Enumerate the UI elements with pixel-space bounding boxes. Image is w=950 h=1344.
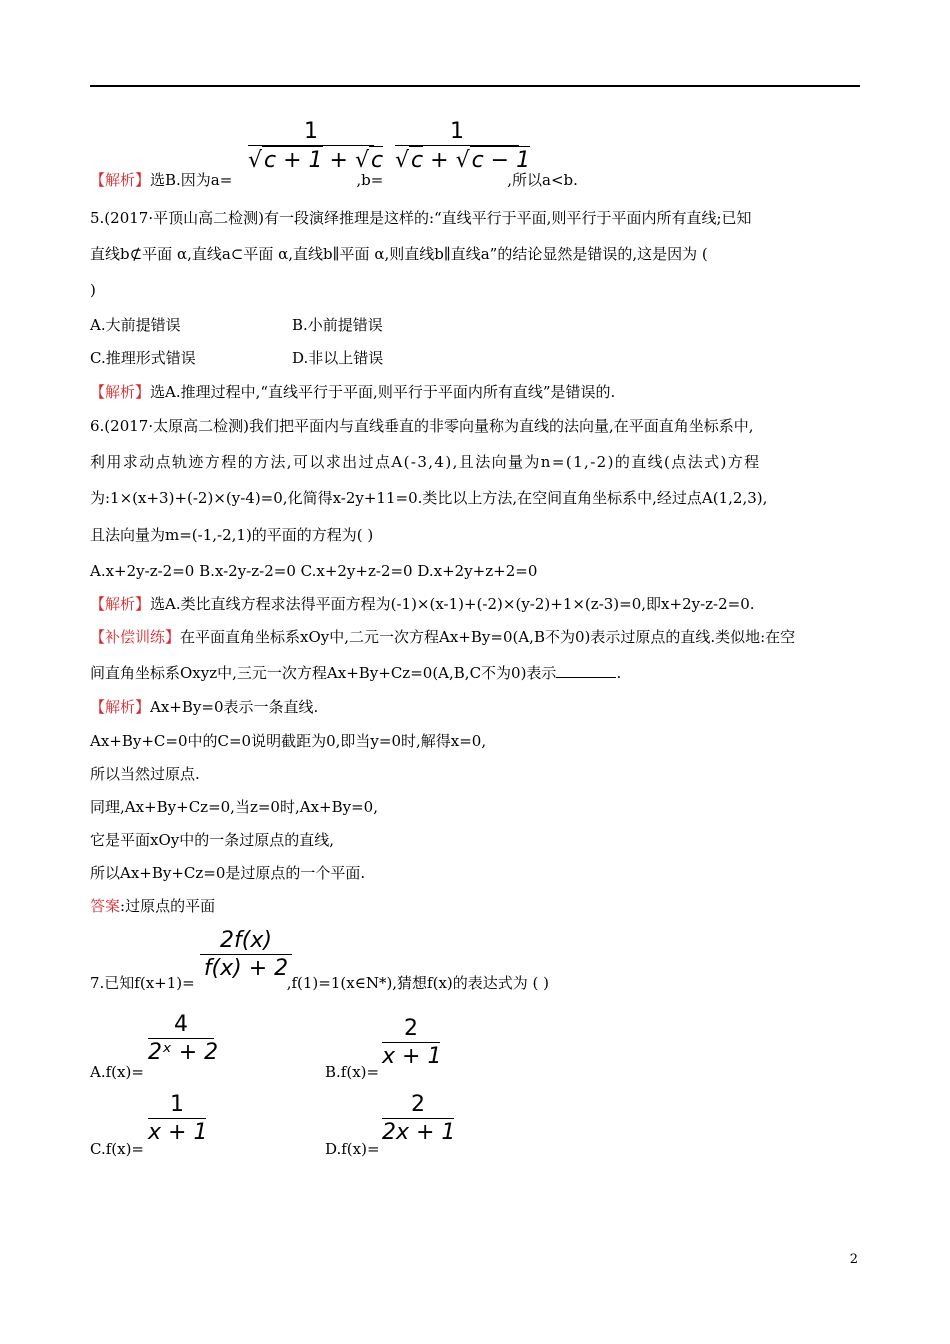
buchang-line2: 间直角坐标系Oxyz中,三元一次方程Ax+By+Cz=0(A,B,C不为0)表示 . [90, 664, 622, 682]
q6-line1: 6.(2017·太原高二检测)我们把平面内与直线垂直的非零向量称为直线的法向量,在平面直角坐标系中, [90, 417, 754, 435]
buchang-line1: 【补偿训练】在平面直角坐标系xOy中,二元一次方程Ax+By=0(A,B不为0)表示过原点的直线.类似地:在空 [90, 628, 796, 646]
q5-option-a: A.大前提错误 [90, 316, 181, 334]
fraction-a [248, 119, 384, 175]
answer-blank [556, 663, 616, 678]
q4-answer-line: 【解析】选B.因为a= ,b= ,所以a<b. [90, 171, 578, 189]
buchang-line-l3: 所以当然过原点. [90, 765, 200, 783]
q5-line2: 直线b⊄平面 α,直线a⊂平面 α,直线b∥平面 α,则直线b∥直线a”的结论显然是错误的,这是因为 ( [90, 245, 708, 263]
fraction-b [395, 119, 531, 175]
q6-answer: 【解析】选A.类比直线方程求法得平面方程为(-1)×(x-1)+(-2)×(y-2)+1×(z-3)=0,即x+2y-z-2=0. [90, 595, 755, 613]
q5-option-b: B.小前提错误 [292, 316, 383, 334]
buchang-line-l5: 它是平面xOy中的一条过原点的直线, [90, 831, 335, 849]
buchang-line-l2: Ax+By+C=0中的C=0说明截距为0,即当y=0时,解得x=0, [90, 732, 487, 750]
buchang-line-l6: 所以Ax+By+Cz=0是过原点的一个平面. [90, 864, 366, 882]
jiexi-tag: 【解析】 [90, 171, 151, 189]
q7-option-d-label: D.f(x)= [325, 1140, 380, 1158]
fraction-a-numerator: 1 [304, 119, 318, 144]
q7-fraction: 2f(x) f(x) + 2 [200, 928, 292, 983]
q6-options: A.x+2y-z-2=0 B.x-2y-z-2=0 C.x+2y+z-2=0 D.x+2y+z+2=0 [90, 562, 538, 580]
q5-option-d: D.非以上错误 [292, 349, 384, 367]
q5-line1: 5.(2017·平顶山高二检测)有一段演绎推理是这样的:“直线平行于平面,则平行于平面内所有直线;已知 [90, 209, 752, 227]
q5-answer: 【解析】选A.推理过程中,“直线平行于平面,则平行于平面内所有直线”是错误的. [90, 383, 616, 401]
q7-question: 7.已知f(x+1)= ,f(1)=1(x∈N*),猜想f(x)的表达式为 ( ) [90, 974, 550, 992]
q7-option-b-fraction: 2 x + 1 [382, 1016, 442, 1069]
buchang-line-l4: 同理,Ax+By+Cz=0,当z=0时,Ax+By=0, [90, 798, 378, 816]
q5-option-c: C.推理形式错误 [90, 349, 196, 367]
q7-option-b-label: B.f(x)= [325, 1063, 380, 1081]
q6-line3: 为:1×(x+3)+(-2)×(y-4)=0,化简得x-2y+11=0.类比以上方法,在空间直角坐标系中,经过点A(1,2,3), [90, 489, 768, 507]
q7-option-d-fraction: 2 2x + 1 [382, 1092, 456, 1145]
q7-option-a-fraction: 4 2ˣ + 2 [148, 1012, 219, 1065]
q7-option-c-label: C.f(x)= [90, 1140, 144, 1158]
q5-line3: ) [90, 281, 96, 299]
header-rule [90, 85, 860, 87]
page-number: 2 [849, 1252, 858, 1267]
q7-option-a-label: A.f(x)= [90, 1063, 144, 1081]
fraction-b-denominator: √c + √c − 1 [395, 148, 531, 173]
q6-line2: 利用求动点轨迹方程的方法,可以求出过点A(-3,4),且法向量为n=(1,-2)的直线(点法式)方程 [90, 453, 761, 471]
q7-option-c-fraction: 1 x + 1 [148, 1092, 208, 1145]
buchang-jiexi: 【解析】Ax+By=0表示一条直线. [90, 698, 319, 716]
fraction-b-numerator: 1 [450, 119, 464, 144]
fraction-a-denominator: √c + 1 + √c [248, 148, 384, 173]
buchang-answer: 答案:过原点的平面 [90, 897, 216, 915]
q6-line4: 且法向量为m=(-1,-2,1)的平面的方程为( ) [90, 526, 374, 544]
